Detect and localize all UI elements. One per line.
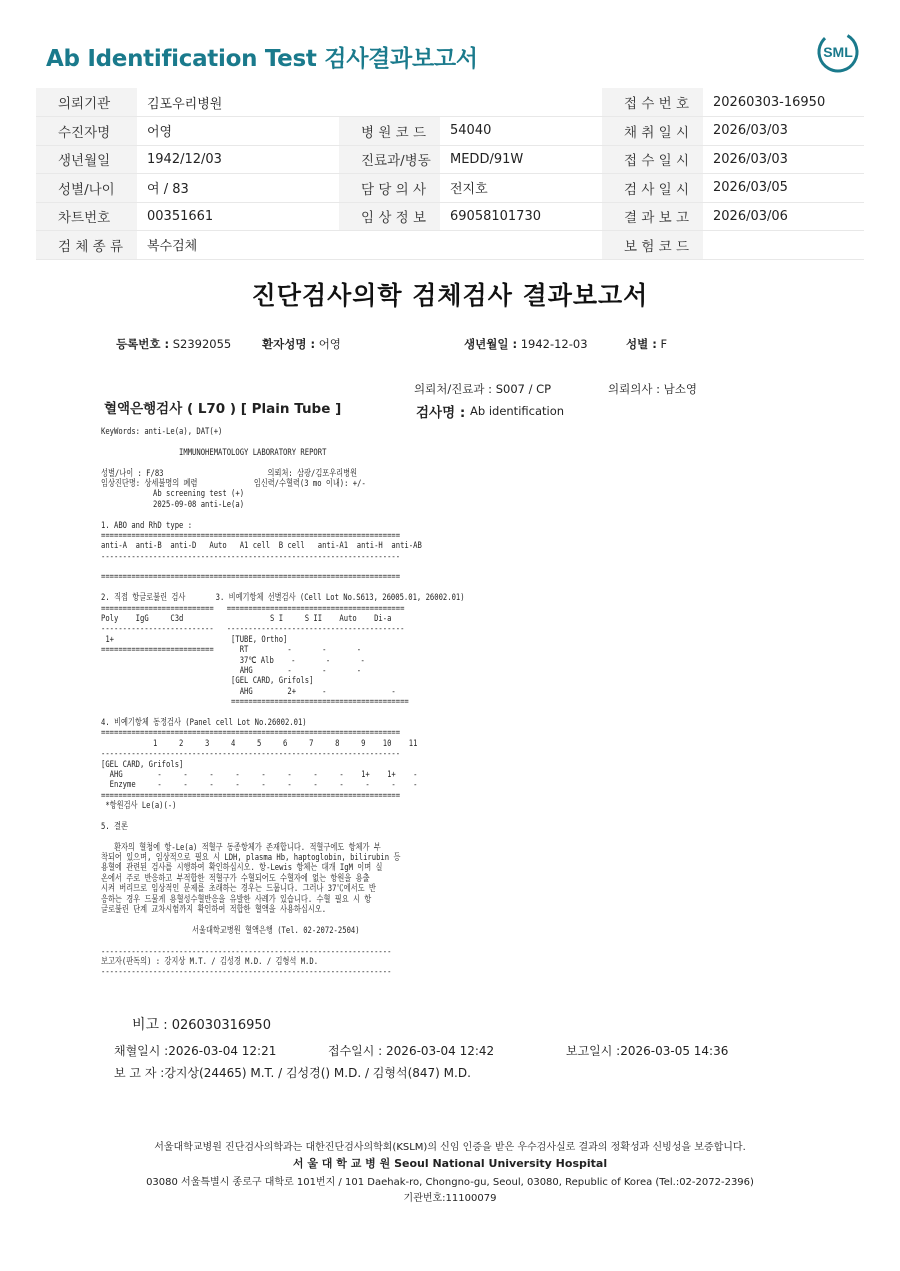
patient-info-table: [36, 88, 864, 260]
report-line: [101, 510, 465, 520]
info-row: [36, 88, 864, 117]
remark: 비고 : 026030316950: [132, 1017, 271, 1033]
info-label: 병 원 코 드: [339, 117, 440, 146]
report-line: ========================== =========================================: [101, 603, 405, 614]
report-line: [101, 811, 465, 821]
info-value: 2026/03/05: [703, 174, 864, 203]
info-row: [36, 145, 864, 174]
info-value: 김포우리병원: [137, 88, 339, 117]
report-line: [101, 437, 465, 447]
report-line: 용혈에 관련된 검사를 시행하여 확인하십시오. 항-Lewis 항체는 대개 IgM 이며 실: [101, 863, 383, 874]
report-line: 4. 비예기항체 동정검사 (Panel cell Lot No.26002.01): [101, 717, 307, 728]
report-line: [101, 583, 465, 593]
report-line: 5. 결론: [101, 821, 128, 832]
info-label: 임 상 정 보: [339, 202, 440, 231]
info-value: 여 / 83: [137, 174, 339, 203]
info-label: 결 과 보 고: [602, 202, 703, 231]
report-line: 환자의 혈청에 항-Le(a) 적혈구 동종항체가 존재합니다. 적혈구에도 항체가 부: [101, 842, 381, 853]
report-line: =====================================================================: [101, 530, 401, 541]
report-line: ---------------------------------------------------------------------: [101, 551, 401, 562]
report-line: 응하는 경우 드물게 용혈성수혈반응을 유발한 사례가 있습니다. 수혈 필요 시 항: [101, 894, 372, 905]
info-value: 어영: [137, 117, 339, 146]
info-value: 2026/03/06: [703, 202, 864, 231]
info-label: 성별/나이: [36, 174, 137, 203]
info-label: 차트번호: [36, 202, 137, 231]
lab-report-body: [101, 427, 465, 978]
hospital-address: 03080 서울특별시 종로구 대학로 101번지 / 101 Daehak-ro, Chongno-gu, Seoul, 03080, Republic of Korea (Tel.:02-2072-2396): [146, 1177, 754, 1188]
birth-date: 생년월일 : 1942-12-03: [464, 337, 588, 351]
report-line: 1+ [TUBE, Ortho]: [101, 634, 288, 645]
info-value: 전지호: [440, 174, 602, 203]
report-line: [101, 915, 465, 925]
report-line: =====================================================================: [101, 728, 401, 739]
reporters: 보 고 자 :강지상(24465) M.T. / 김성경() M.D. / 김형석(847) M.D.: [114, 1066, 471, 1080]
report-line: 2025-09-08 anti-Le(a): [101, 499, 245, 510]
report-line: anti-A anti-B anti-D Auto A1 cell B cell anti-A1 anti-H anti-AB: [101, 541, 422, 552]
report-line: Enzyme - - - - - - - - - - -: [101, 780, 418, 791]
sex: 성별 : F: [626, 337, 668, 351]
report-line: Ab screening test (+): [101, 489, 245, 500]
info-row: [36, 202, 864, 231]
info-row: [36, 174, 864, 203]
report-line: IMMUNOHEMATOLOGY LABORATORY REPORT: [101, 447, 327, 458]
report-line: 글로불린 단계 교차시험까지 확인하여 적합한 혈액을 사용하십시오.: [101, 904, 327, 915]
requesting-doctor: 의뢰의사 : 남소영: [608, 382, 697, 396]
info-row: [36, 117, 864, 146]
report-line: [101, 936, 465, 946]
certification-text: 서울대학교병원 진단검사의학과는 대한진단검사의학회(KSLM)의 신임 인증을 받은 우수검사실로 결과의 정확성과 신빙성을 보증합니다.: [154, 1142, 746, 1153]
report-line: 1. ABO and RhD type :: [101, 520, 193, 531]
info-value: 00351661: [137, 202, 339, 231]
info-value: [440, 88, 602, 117]
info-value: 2026/03/03: [703, 145, 864, 174]
report-line: 임상진단명: 상세불명의 폐렴 임신력/수혈력(3 mo 이내): +/-: [101, 478, 366, 489]
info-label: 의뢰기관: [36, 88, 137, 117]
report-line: [101, 708, 465, 718]
report-main-title: Ab Identification Test 검사결과보고서: [46, 46, 478, 72]
report-line: [101, 562, 465, 572]
report-line: -------------------------------------------------------------------: [101, 946, 392, 957]
info-label: 접 수 번 호: [602, 88, 703, 117]
info-value: 1942/12/03: [137, 145, 339, 174]
info-value: 2026/03/03: [703, 117, 864, 146]
report-title: 진단검사의학 검체검사 결과보고서: [251, 281, 649, 310]
info-value: [703, 231, 864, 260]
exam-value: Ab identification: [470, 404, 565, 418]
report-line: 37℃ Alb - - -: [101, 655, 365, 666]
report-line: [101, 832, 465, 842]
info-value: 69058101730: [440, 202, 602, 231]
institution-number: 기관번호:11100079: [403, 1193, 497, 1204]
report-line: 성별/나이 : F/83 의뢰처: 삼광/김포우리병원: [101, 468, 358, 479]
info-label: 보 험 코 드: [602, 231, 703, 260]
report-line: [GEL CARD, Grifols]: [101, 759, 184, 770]
sml-logo-icon: [815, 30, 861, 74]
receipt-time: 접수일시 : 2026-03-04 12:42: [328, 1044, 495, 1058]
info-value: 20260303-16950: [703, 88, 864, 117]
info-label: 검 체 종 류: [36, 231, 137, 260]
report-line: ========================== RT - - -: [101, 645, 362, 656]
report-line: 착되어 있으며, 임상적으로 필요 시 LDH, plasma Hb, haptoglobin, bilirubin 등: [101, 853, 401, 864]
report-line: =========================================: [101, 697, 409, 708]
report-line: AHG - - -: [101, 665, 362, 676]
info-label: 접 수 일 시: [602, 145, 703, 174]
report-line: 보고자(판독의) : 강지상 M.T. / 김성경 M.D. / 김형석 M.D.: [101, 956, 319, 967]
report-line: [101, 458, 465, 468]
logo-text: SML: [823, 44, 853, 60]
report-line: 온에서 주로 반응하고 부적합한 적혈구가 수혈되어도 수혈자에 없는 항원을 용출: [101, 873, 370, 884]
report-line: 시켜 버리므로 임상적인 문제를 초래하는 경우는 드뭅니다. 그러나 37℃에서도 반: [101, 884, 376, 895]
report-line: 1 2 3 4 5 6 7 8 9 10 11: [101, 738, 418, 749]
info-value: 복수검체: [137, 231, 339, 260]
info-label: 수진자명: [36, 117, 137, 146]
info-row: [36, 231, 864, 260]
info-value: [339, 231, 440, 260]
info-label: 담 당 의 사: [339, 174, 440, 203]
report-line: 서울대학교병원 혈액은행 (Tel. 02-2072-2504): [101, 925, 360, 936]
patient-name: 환자성명 : 어영: [262, 337, 341, 351]
report-line: *항원검사 Le(a)(-): [101, 801, 177, 812]
department-line: 의뢰처/진료과 : S007 / CP: [414, 382, 552, 396]
report-line: ---------------------------------------------------------------------: [101, 749, 401, 760]
info-value: [440, 231, 602, 260]
info-value: [339, 88, 440, 117]
exam-name: 혈액은행검사 ( L70 ) [ Plain Tube ]: [104, 401, 342, 417]
report-line: -------------------------- -----------------------------------------: [101, 624, 405, 635]
info-label: 진료과/병동: [339, 145, 440, 174]
report-line: AHG - - - - - - - - 1+ 1+ -: [101, 769, 418, 780]
report-line: [GEL CARD, Grifols]: [101, 676, 314, 687]
hospital-name: 서 울 대 학 교 병 원 Seoul National University Hospital: [292, 1157, 608, 1170]
report-line: =====================================================================: [101, 572, 401, 583]
report-line: Poly IgG C3d S I S II Auto Di-a: [101, 614, 392, 625]
collection-time: 채혈일시 :2026-03-04 12:21: [114, 1044, 277, 1058]
info-label: 검 사 일 시: [602, 174, 703, 203]
report-line: AHG 2+ - -: [101, 686, 396, 697]
exam-label: 검사명 :: [416, 405, 466, 421]
info-label: 채 취 일 시: [602, 117, 703, 146]
report-line: -------------------------------------------------------------------: [101, 967, 392, 978]
info-value: 54040: [440, 117, 602, 146]
registration-number: 등록번호 : S2392055: [116, 337, 232, 351]
info-value: MEDD/91W: [440, 145, 602, 174]
report-line: 2. 직접 항글로불린 검사 3. 비예기항체 선별검사 (Cell Lot No.S613, 26005.01, 26002.01): [101, 593, 465, 604]
report-line: KeyWords: anti-Le(a), DAT(+): [101, 427, 223, 437]
report-time: 보고일시 :2026-03-05 14:36: [566, 1044, 729, 1058]
report-line: =====================================================================: [101, 790, 401, 801]
info-label: 생년월일: [36, 145, 137, 174]
